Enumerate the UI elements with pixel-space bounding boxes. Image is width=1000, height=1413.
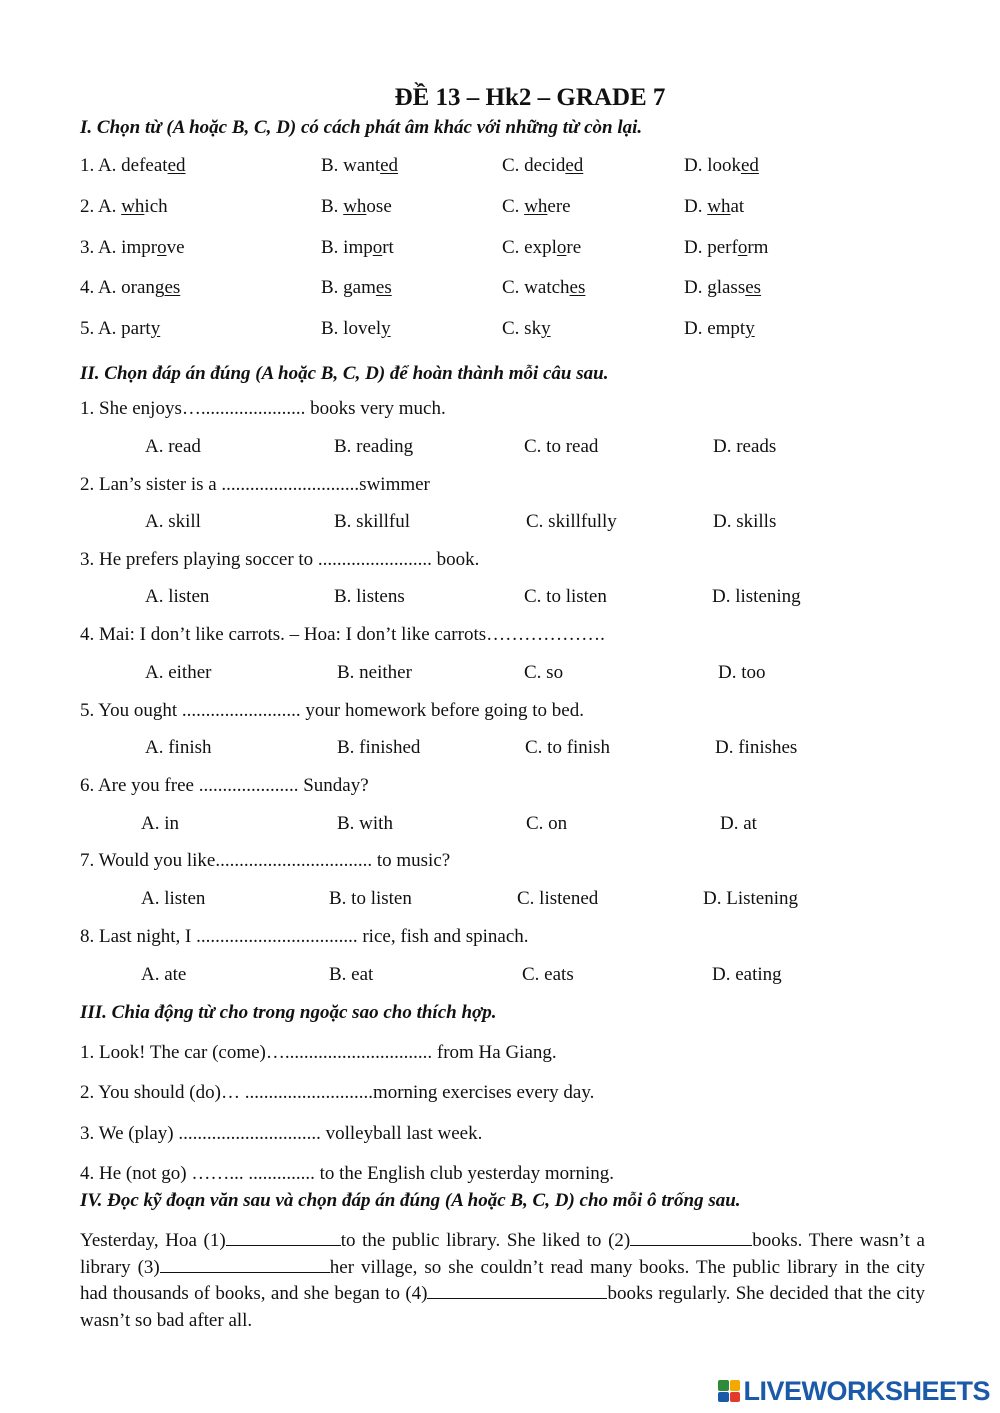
logo-square	[730, 1380, 741, 1391]
answer-option-1-c[interactable]: C. to read	[524, 436, 599, 457]
option-5-b[interactable]	[321, 318, 391, 340]
logo-square	[730, 1392, 741, 1403]
option-1-b[interactable]	[321, 155, 398, 177]
reading-passage	[80, 1228, 925, 1335]
question-3: 3. He prefers playing soccer to ........................ book.	[80, 549, 480, 570]
section-4-heading: IV. Đọc kỹ đoạn văn sau và chọn đáp án đúng (A hoặc B, C, D) cho mỗi ô trống sau.	[80, 1190, 741, 1211]
option-1-d[interactable]	[684, 155, 759, 177]
passage-text-4: her village, so she couldn’t read many books. The public library in the city had thousands of books, and she began to (4)	[80, 1256, 925, 1305]
answer-option-2-a[interactable]: A. skill	[145, 511, 201, 532]
answer-option-8-d[interactable]: D. eating	[712, 964, 782, 985]
underlined-sound: wh	[121, 196, 145, 217]
option-text: ose	[366, 196, 392, 217]
option-text: C.	[502, 196, 525, 217]
answer-option-8-c[interactable]: C. eats	[522, 964, 574, 985]
answer-option-5-d[interactable]: D. finishes	[715, 737, 798, 758]
underlined-sound: o	[737, 237, 748, 258]
question-number: 1.	[80, 155, 95, 176]
option-text: D.	[684, 196, 708, 217]
answer-option-3-b[interactable]: B. listens	[334, 586, 405, 607]
option-text: A. part	[97, 318, 151, 339]
question-number: 4.	[80, 277, 95, 298]
answer-option-1-a[interactable]: A. read	[145, 436, 201, 457]
option-5-d[interactable]	[684, 318, 755, 340]
option-text: D. glass	[684, 277, 746, 298]
answer-option-5-c[interactable]: C. to finish	[525, 737, 610, 758]
option-text: A.	[97, 196, 122, 217]
underlined-sound: es	[375, 277, 392, 298]
option-2-b[interactable]	[321, 196, 392, 218]
verb-item-2[interactable]: 2. You should (do)… ...........................morning exercises every day.	[80, 1082, 595, 1103]
option-2-c[interactable]	[502, 196, 571, 218]
page-title: ĐỀ 13 – Hk2 – GRADE 7	[394, 84, 666, 111]
logo-square	[718, 1392, 729, 1403]
answer-option-3-c[interactable]: C. to listen	[524, 586, 607, 607]
underlined-sound: wh	[524, 196, 548, 217]
option-text: D. perf	[684, 237, 738, 258]
answer-option-8-a[interactable]: A. ate	[141, 964, 187, 985]
question-1: 1. She enjoys…...................... books very much.	[80, 398, 446, 419]
underlined-sound: ed	[167, 155, 186, 176]
option-4-c[interactable]	[502, 277, 585, 299]
underlined-sound: y	[150, 318, 161, 339]
option-text: rt	[382, 237, 394, 258]
answer-option-4-d[interactable]: D. too	[718, 662, 766, 683]
answer-option-2-d[interactable]: D. skills	[713, 511, 777, 532]
answer-option-2-c[interactable]: C. skillfully	[526, 511, 617, 532]
question-number: 3.	[80, 237, 95, 258]
underlined-sound: ed	[741, 155, 759, 176]
underlined-sound: o	[556, 237, 567, 258]
underlined-sound: wh	[343, 196, 367, 217]
option-3-b[interactable]	[321, 237, 394, 259]
option-text: rm	[747, 237, 769, 258]
question-number: 5.	[80, 318, 95, 339]
underlined-sound: o	[157, 237, 167, 258]
passage-blank-3[interactable]	[160, 1255, 330, 1273]
option-text: A. impr	[97, 237, 158, 258]
answer-option-7-d[interactable]: D. Listening	[703, 888, 798, 909]
passage-blank-4[interactable]	[427, 1281, 607, 1299]
option-text: D. look	[684, 155, 741, 176]
section-3-heading: III. Chia động từ cho trong ngoặc sao cho thích hợp.	[80, 1002, 497, 1023]
answer-option-6-c[interactable]: C. on	[526, 813, 568, 834]
question-2: 2. Lan’s sister is a .............................swimmer	[80, 474, 430, 495]
option-text: C. sk	[502, 318, 542, 339]
passage-blank-1[interactable]	[226, 1228, 341, 1246]
question-5: 5. You ought ......................... your homework before going to bed.	[80, 700, 584, 721]
passage-text-2: to the public library. She liked to (2)	[340, 1230, 631, 1251]
option-text: D. empt	[684, 318, 746, 339]
answer-option-7-c[interactable]: C. listened	[517, 888, 599, 909]
option-3-a[interactable]	[80, 237, 185, 259]
question-6: 6. Are you free ..................... Sunday?	[80, 775, 369, 796]
option-text: B. imp	[321, 237, 373, 258]
option-1-c[interactable]	[502, 155, 583, 177]
answer-option-7-b[interactable]: B. to listen	[329, 888, 412, 909]
option-2-a[interactable]	[80, 196, 168, 218]
underlined-sound: y	[541, 318, 551, 339]
option-3-c[interactable]	[502, 237, 581, 259]
option-text: ve	[166, 237, 185, 258]
underlined-sound: y	[745, 318, 755, 339]
passage-text-3: books. There wasn’t a library (3)	[80, 1230, 925, 1278]
answer-option-1-d[interactable]: D. reads	[713, 436, 777, 457]
option-text: C. decid	[502, 155, 566, 176]
question-4: 4. Mai: I don’t like carrots. – Hoa: I don’t like carrots……………….	[80, 624, 605, 645]
underlined-sound: es	[164, 277, 181, 298]
option-text: A. orang	[97, 277, 165, 298]
option-text: B. lovel	[321, 318, 382, 339]
answer-option-3-d[interactable]: D. listening	[712, 586, 801, 607]
option-text: ere	[547, 196, 571, 217]
question-number: 2.	[80, 196, 95, 217]
option-text: B. gam	[321, 277, 376, 298]
answer-option-4-b[interactable]: B. neither	[337, 662, 412, 683]
underlined-sound: ed	[380, 155, 399, 176]
passage-text-5: books regularly. She decided that the city wasn’t so bad after all.	[80, 1283, 926, 1332]
option-text: B.	[321, 196, 344, 217]
option-text: ich	[144, 196, 168, 217]
underlined-sound: es	[569, 277, 586, 298]
answer-option-4-a[interactable]: A. either	[145, 662, 212, 683]
answer-option-6-b[interactable]: B. with	[337, 813, 393, 834]
answer-option-6-a[interactable]: A. in	[141, 813, 179, 834]
answer-option-8-b[interactable]: B. eat	[329, 964, 374, 985]
verb-item-1[interactable]: 1. Look! The car (come)…............................... from Ha Giang.	[80, 1042, 557, 1063]
answer-option-7-a[interactable]: A. listen	[141, 888, 206, 909]
option-5-c[interactable]	[502, 318, 551, 340]
option-text: C. expl	[502, 237, 557, 258]
logo-text: LIVEWORKSHEETS	[743, 1375, 990, 1406]
verb-item-4[interactable]: 4. He (not go) ……... .............. to the English club yesterday morning.	[80, 1163, 615, 1184]
option-2-d[interactable]	[684, 196, 744, 218]
section-1-heading: I. Chọn từ (A hoặc B, C, D) có cách phát âm khác với những từ còn lại.	[80, 117, 643, 138]
option-text: at	[730, 196, 745, 217]
option-text: re	[566, 237, 582, 258]
liveworksheets-logo	[718, 1376, 990, 1406]
option-1-a[interactable]	[80, 155, 186, 177]
question-7: 7. Would you like................................. to music?	[80, 850, 451, 871]
answer-option-5-a[interactable]: A. finish	[145, 737, 212, 758]
answer-option-6-d[interactable]: D. at	[720, 813, 757, 834]
option-text: C. watch	[502, 277, 570, 298]
answer-option-1-b[interactable]: B. reading	[334, 436, 414, 457]
answer-option-3-a[interactable]: A. listen	[145, 586, 210, 607]
passage-blank-2[interactable]	[630, 1228, 752, 1246]
question-8: 8. Last night, I .................................. rice, fish and spinach.	[80, 926, 529, 947]
underlined-sound: o	[372, 237, 383, 258]
underlined-sound: ed	[565, 155, 584, 176]
logo-square	[718, 1380, 729, 1391]
verb-item-3[interactable]: 3. We (play) .............................. volleyball last week.	[80, 1123, 483, 1144]
option-4-b[interactable]	[321, 277, 392, 299]
underlined-sound: es	[745, 277, 762, 298]
section-2-heading: II. Chọn đáp án đúng (A hoặc B, C, D) để hoàn thành mỗi câu sau.	[80, 363, 609, 384]
underlined-sound: y	[381, 318, 391, 339]
answer-option-4-c[interactable]: C. so	[524, 662, 564, 683]
option-text: A. defeat	[97, 155, 168, 176]
underlined-sound: wh	[707, 196, 731, 217]
answer-option-5-b[interactable]: B. finished	[337, 737, 421, 758]
option-4-d[interactable]	[684, 277, 761, 299]
answer-option-2-b[interactable]: B. skillful	[334, 511, 411, 532]
option-3-d[interactable]	[684, 237, 768, 259]
option-4-a[interactable]	[80, 277, 180, 299]
passage-text-1: Yesterday, Hoa (1)	[80, 1230, 226, 1251]
option-text: B. want	[321, 155, 381, 176]
liveworksheets-logo-icon	[718, 1380, 740, 1402]
option-5-a[interactable]	[80, 318, 160, 340]
